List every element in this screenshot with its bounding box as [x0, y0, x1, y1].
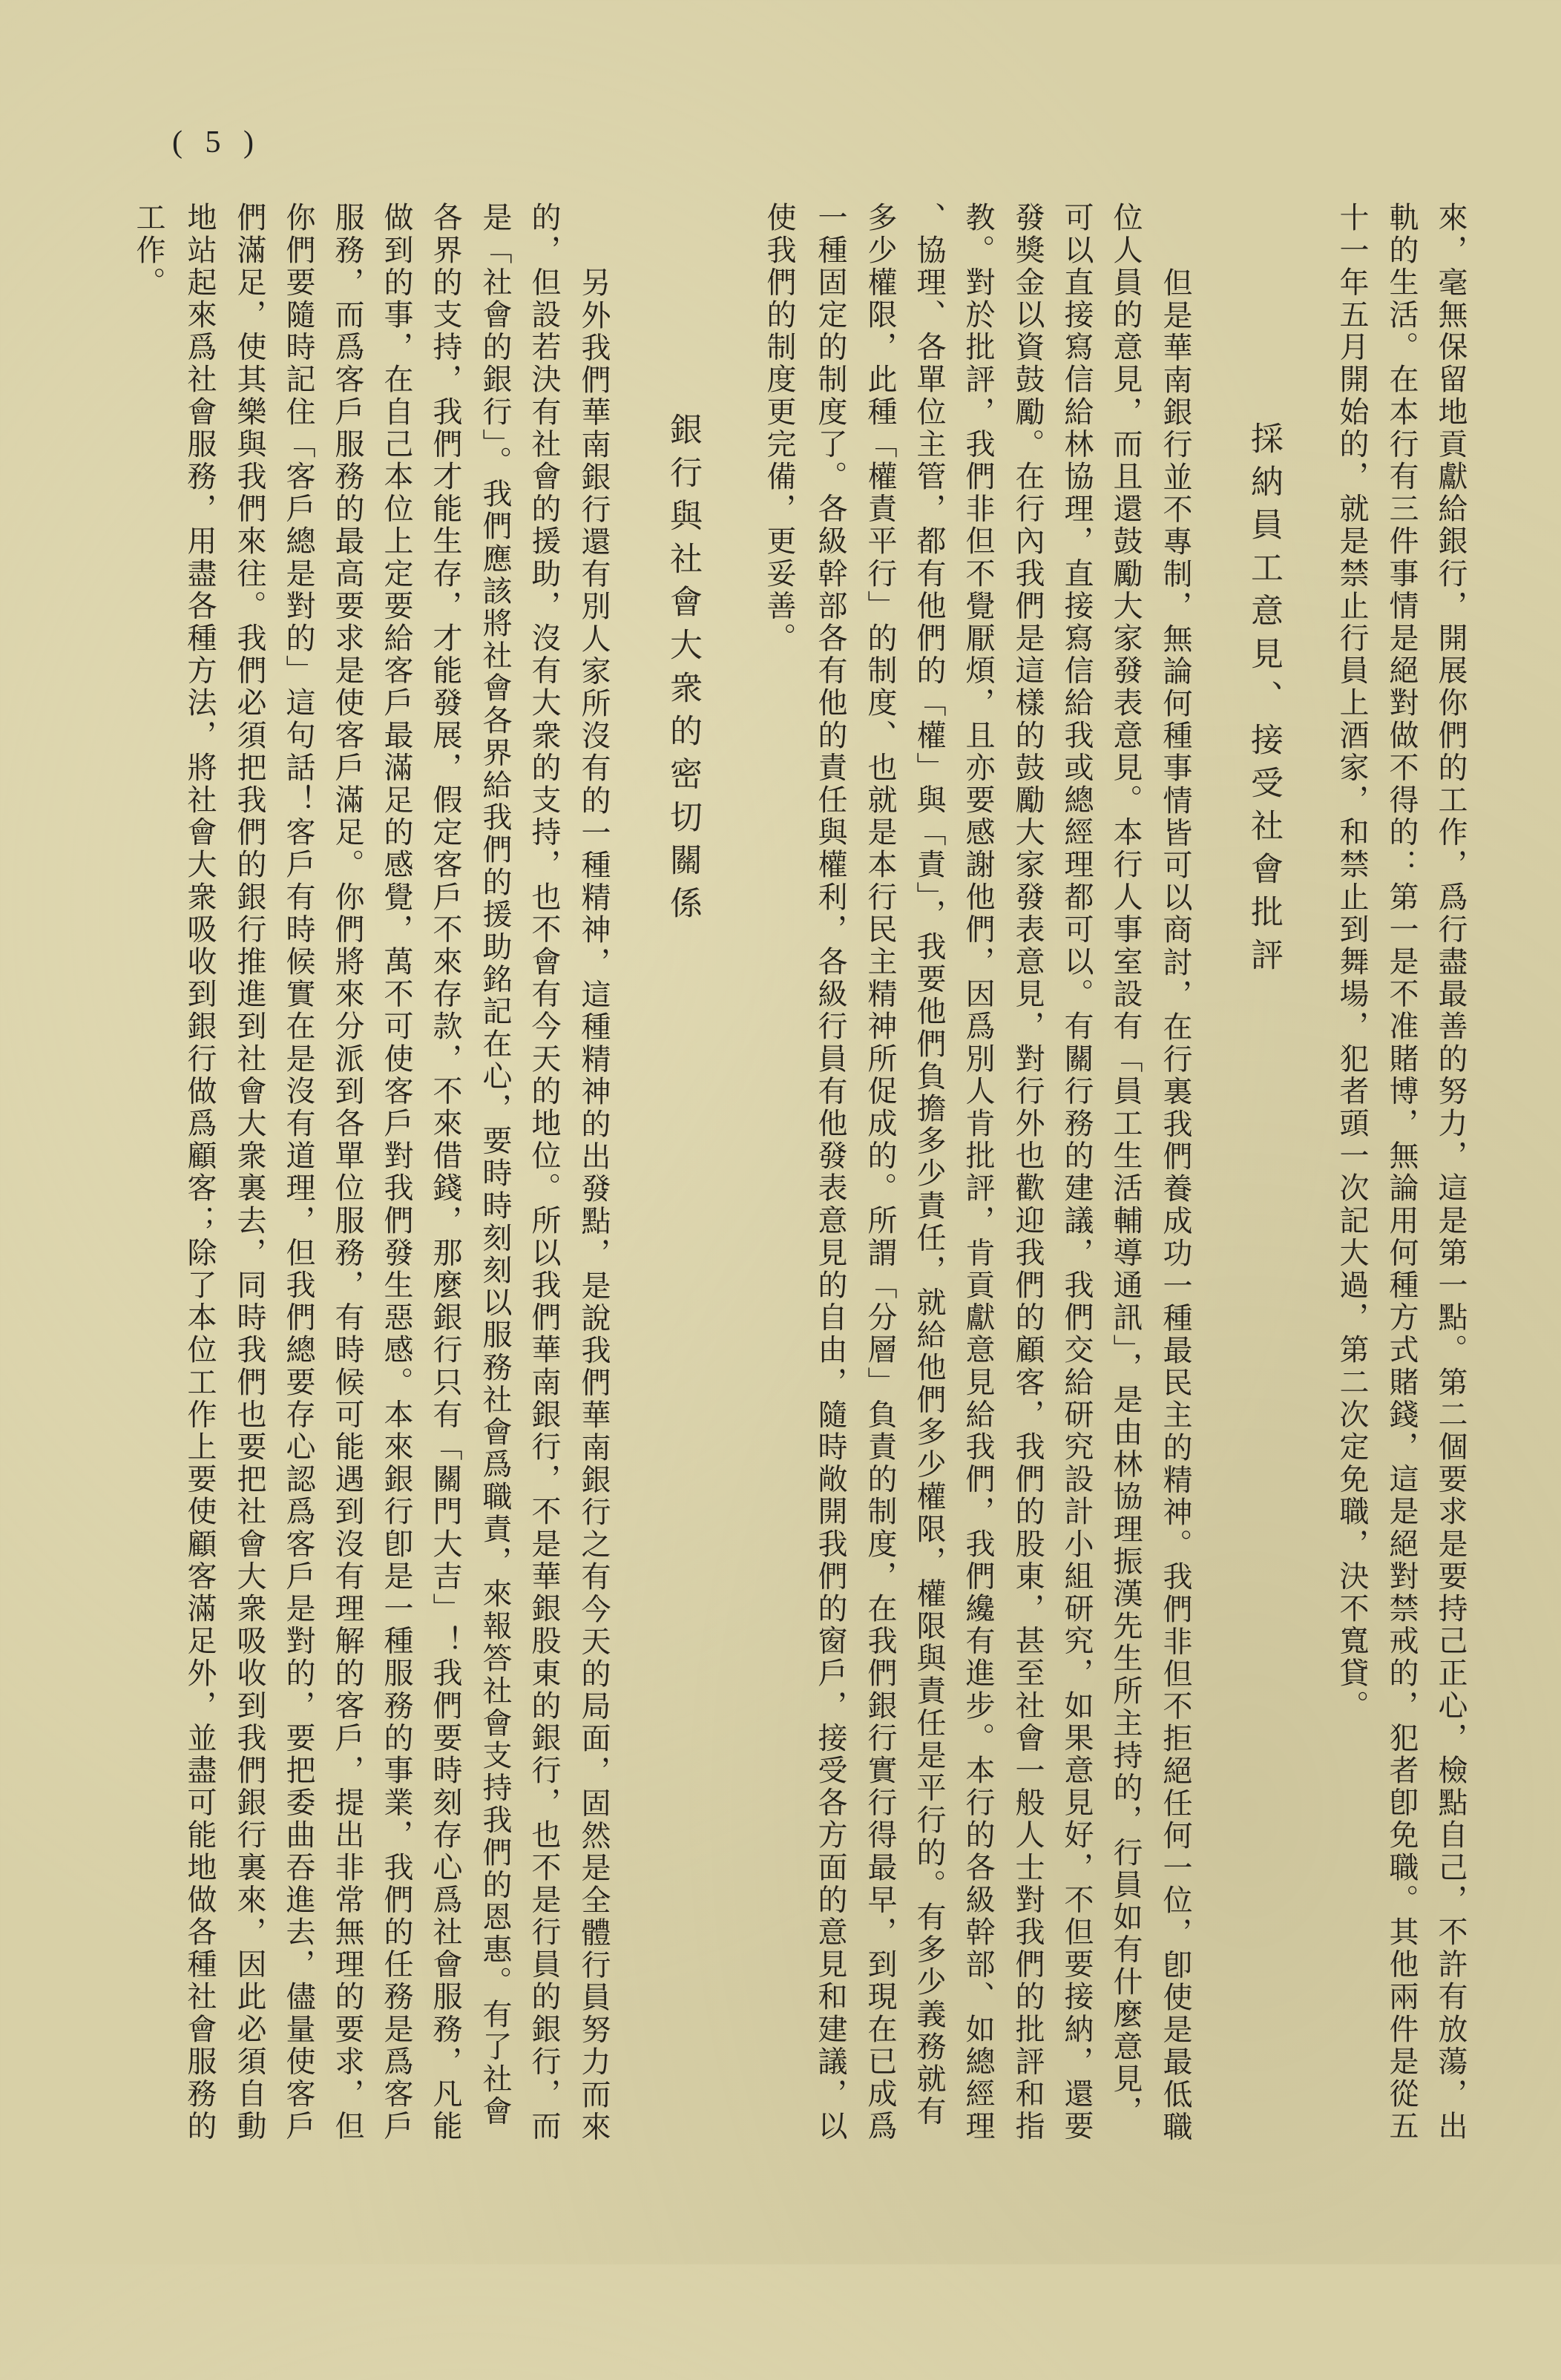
text-column: 你們要隨時記住「客戶總是對的」這句話！客戶有時候實在是沒有道理，但我們總要存心認爲客戶是對的，要把委曲吞進去，儘量使客戶: [281, 202, 315, 2143]
page-number: ( 5 ): [172, 125, 261, 160]
text-column: 做到的事，在自己本位上定要給客戶最滿足的感覺，萬不可使客戶對我們發生惡感。本來銀行卽是一種服務的事業，我們的任務是爲客戶: [379, 202, 413, 2143]
text-column: 發獎金以資鼓勵。在行內我們是這樣的鼓勵大家發表意見，對行外也歡迎我們的顧客，我們的股東，甚至社會一般人士對我們的批評和指: [1010, 202, 1045, 2143]
text-column: 教。對於批評，我們非但不覺厭煩，且亦要感謝他們，因爲別人肯批評，肯貢獻意見給我們，我們纔有進步。本行的各級幹部、如總經理: [961, 202, 995, 2143]
text-column: 來，毫無保留地貢獻給銀行，開展你們的工作，爲行盡最善的努力，這是第一點。第二個要求是要持己正心，檢點自己，不許有放蕩，出: [1433, 202, 1468, 2143]
text-column: 一種固定的制度了。各級幹部各有他的責任與權利，各級行員有他發表意見的自由，隨時敞開我們的窗戶，接受各方面的意見和建議，以: [813, 202, 847, 2143]
text-column: 使我們的制度更完備，更妥善。: [762, 202, 796, 655]
text-column: 工作。: [131, 202, 165, 299]
text-column: 們滿足，使其樂與我們來往。我們必須把我們的銀行推進到社會大衆裏去，同時我們也要把社會大衆吸收到我們銀行裏來，因此必須自動: [232, 202, 266, 2143]
text-column: 軌的生活。在本行有三件事情是絕對做不得的：第一是不准賭博，無論用何種方式賭錢，這是絕對禁戒的，犯者卽免職。其他兩件是從五: [1384, 202, 1419, 2143]
text-column: 服務，而爲客戶服務的最高要求是使客戶滿足。你們將來分派到各單位服務，有時候可能遇到沒有理解的客戶，提出非常無理的要求，但: [330, 202, 364, 2143]
text-column: 地站起來爲社會服務，用盡各種方法，將社會大衆吸收到銀行做爲顧客；除了本位工作上要使顧客滿足外，並盡可能地做各種社會服務的: [183, 202, 217, 2143]
text-column: 位人員的意見，而且還鼓勵大家發表意見。本行人事室設有「員工生活輔導通訊」，是由林協理振漢先生所主持的，行員如有什麼意見，: [1108, 202, 1143, 2128]
section-heading-employee-opinions: 採納員工意見、接受社會批評: [1245, 421, 1283, 981]
text-column: 可以直接寫信給林協理，直接寫信給我或總經理都可以。有關行務的建議，我們交給研究設計小組研究，如果意見好，不但要接納，還要: [1059, 202, 1094, 2143]
text-column: 的，但設若決有社會的援助，沒有大衆的支持，也不會有今天的地位。所以我們華南銀行，不是華銀股東的銀行，也不是行員的銀行，而: [527, 202, 561, 2143]
text-column: 是「社會的銀行」。我們應該將社會各界給我們的援助銘記在心，要時時刻刻以服務社會爲職責，來報答社會支持我們的恩惠。有了社會: [478, 202, 512, 2128]
text-column: 多少權限，此種「權責平行」的制度、也就是本行民主精神所促成的。所謂「分層」負責的制度，在我們銀行實行得最早，到現在已成爲: [863, 202, 897, 2143]
text-column: 、協理、各單位主管，都有他們的「權」與「責」，我要他們負擔多少責任，就給他們多少權限，權限與責任是平行的。有多少義務就有: [912, 202, 946, 2128]
text-column: 另外我們華南銀行還有別人家所沒有的一種精神，這種精神的出發點，是說我們華南銀行之有今天的局面，固然是全體行員努力而來: [576, 267, 611, 2143]
text-column: 但是華南銀行並不專制，無論何種事情皆可以商討，在行裏我們養成功一種最民主的精神。我們非但不拒絕任何一位，卽使是最低職: [1158, 267, 1192, 2143]
text-column: 各界的支持，我們才能生存，才能發展，假定客戶不來存款，不來借錢，那麼銀行只有「關門大吉」！我們要時刻存心爲社會服務，凡能: [428, 202, 462, 2143]
section-heading-bank-and-society: 銀行與社會大衆的密切關係: [664, 412, 702, 929]
text-column: 十一年五月開始的，就是禁止行員上酒家，和禁止到舞場，犯者頭一次記大過，第二次定免職，決不寬貸。: [1335, 202, 1369, 1723]
